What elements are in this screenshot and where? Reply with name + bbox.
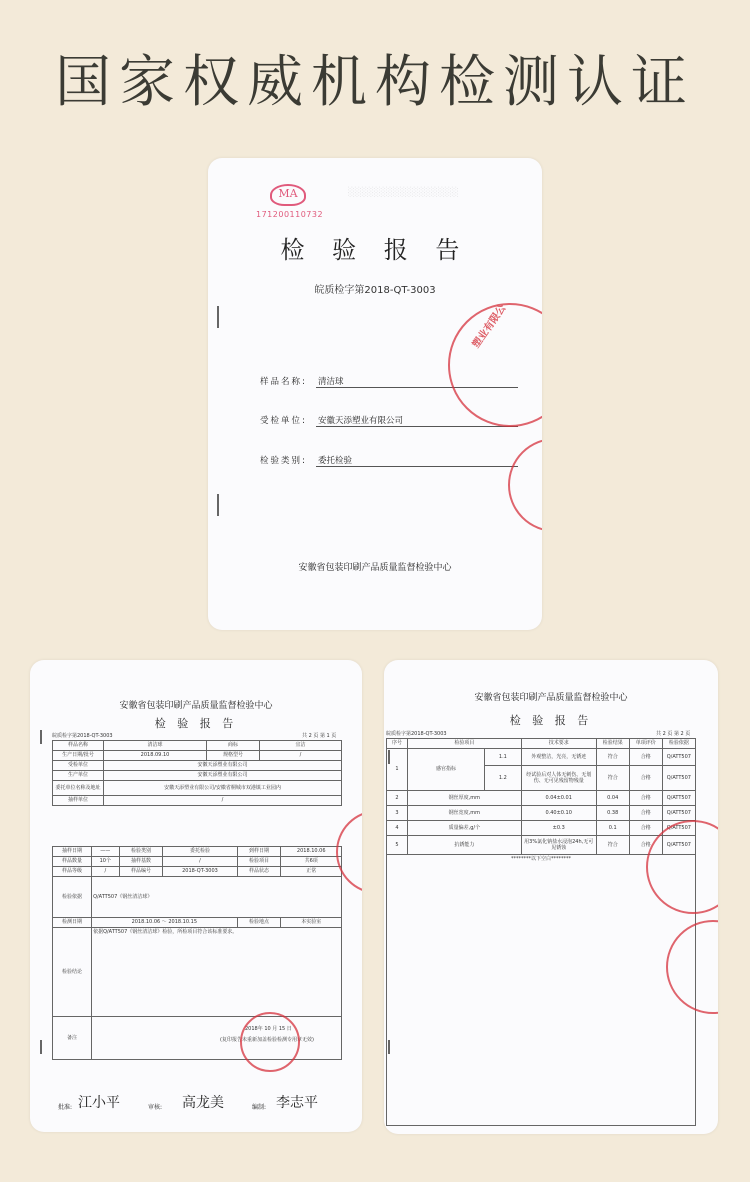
field-sample-name: 样品名称: 清洁球 [260, 375, 307, 387]
table-row: 受检单位 安徽天添塑业有限公司 [53, 761, 342, 771]
review-signature: 高龙美 [182, 1095, 224, 1111]
table-row: 样品名称 清洁球 商标 宜洁 [53, 741, 342, 751]
binder-mark [40, 730, 42, 744]
page-number: 共 2 页 第 1 页 [302, 733, 337, 739]
edit-signature: 李志平 [276, 1095, 318, 1111]
center-name: 安徽省包装印刷产品质量监督检验中心 [298, 563, 452, 573]
table-row: 检验依据 Q/ATT507《钢丝清洁球》 [53, 877, 342, 918]
review-label: 审核: [148, 1104, 163, 1111]
binder-mark [217, 306, 219, 328]
table-row: 检验结论 依据Q/ATT507《钢丝清洁球》检验，所检项目符合该标准要求。 [53, 928, 342, 1017]
watermark-text: ░░░░░░░░░░░░░░░░ [348, 188, 459, 198]
approve-signature: 江小平 [78, 1095, 120, 1111]
binder-mark [217, 494, 219, 516]
report-number: 皖质检字第2018-QT-3003 [386, 731, 447, 737]
sign-date: 2018年 10 月 15 日 [245, 1026, 292, 1032]
company-seal [508, 438, 542, 532]
sign-note: (复印报告未重新加盖检验检测专用章无效) [220, 1037, 314, 1043]
table-row: 委托单位名称及地址 安徽天添塑业有限公司/安徽省桐城市双港镇工业园内 [53, 781, 342, 796]
table-row: 检测日期 2018.10.06 ～ 2018.10.15 检验地点 本实验室 [53, 918, 342, 928]
table-row [387, 855, 696, 1126]
table-row: 生产单位 安徽天添塑业有限公司 [53, 771, 342, 781]
center-name: 安徽省包装印刷产品质量监督检验中心 [119, 701, 273, 711]
seal-text: 塑业有限公 [470, 303, 509, 351]
report-number: 皖质检字第2018-QT-3003 [314, 285, 436, 296]
cma-mark: MA [270, 184, 306, 206]
table-row: 生产日期/批号 2018.09.10 规格型号 / [53, 751, 342, 761]
table-row: 1.2 经试验后对人体无刺伤、无划伤、无可见残留物残量 符合 合格 Q/ATT507 [387, 766, 696, 791]
conclusion-text: 依据Q/ATT507《钢丝清洁球》检验，所检项目符合该标准要求。 [93, 929, 238, 935]
table-row: 抽样单位 / [53, 796, 342, 806]
inspection-seal [240, 1012, 300, 1072]
field-inspected-unit: 受检单位: 安徽天添塑业有限公司 [260, 414, 307, 426]
center-name: 安徽省包装印刷产品质量监督检验中心 [474, 693, 628, 703]
table-row: 样品数量 10个 抽样基数 / 检验项目 共6项 [53, 857, 342, 867]
report-title: 检 验 报 告 [509, 714, 593, 727]
table-row: 4 质量偏差,g/个 ±0.3 0.1 合格 Q/ATT507 [387, 821, 696, 836]
results-table [386, 738, 696, 1126]
binder-mark [388, 750, 390, 764]
report-detail-page [30, 660, 362, 1132]
table-row: 3 钢丝宽度,mm 0.40±0.10 0.38 合格 Q/ATT507 [387, 806, 696, 821]
report-title: 检 验 报 告 [280, 236, 470, 264]
table-row: 备注 [53, 1017, 342, 1060]
blank-end-mark: ********以下空白******** [510, 856, 571, 862]
report-results-page [384, 660, 718, 1134]
edit-label: 编制: [252, 1104, 267, 1111]
report-table [52, 740, 342, 806]
report-title: 检 验 报 告 [154, 717, 238, 730]
table-header-row: 序号 检验项目 技术要求 检验结果 单项评价 检验依据 [387, 739, 696, 749]
report-cover-page [208, 158, 542, 630]
report-number: 皖质检字第2018-QT-3003 [52, 733, 113, 739]
approve-label: 批准: [58, 1104, 73, 1111]
binder-mark [40, 1040, 42, 1054]
table-row: 抽样日期 —— 检验类别 委托检验 到样日期 2018.10.06 [53, 847, 342, 857]
table-row: 1 感官指标 1.1 外观整洁，光亮，无锈迹 符合 合格 Q/ATT507 [387, 749, 696, 766]
page-headline: 国家权威机构检测认证 [55, 50, 695, 115]
field-inspection-type: 检验类别: 委托检验 [260, 454, 307, 466]
page-number: 共 2 页 第 2 页 [656, 731, 691, 737]
table-row: 样品等级 / 样品编号 2018-QT-3003 样品状态 正常 [53, 867, 342, 877]
cma-number: 171200110732 [256, 210, 324, 219]
table-row: 2 钢丝厚度,mm 0.04±0.01 0.04 合格 Q/ATT507 [387, 791, 696, 806]
table-row: 5 抗锈能力 用3%氯化钠盐水浸泡24h,无可见锈蚀 符合 合格 Q/ATT507 [387, 836, 696, 855]
binder-mark [388, 1040, 390, 1054]
report-table-details [52, 846, 342, 1060]
